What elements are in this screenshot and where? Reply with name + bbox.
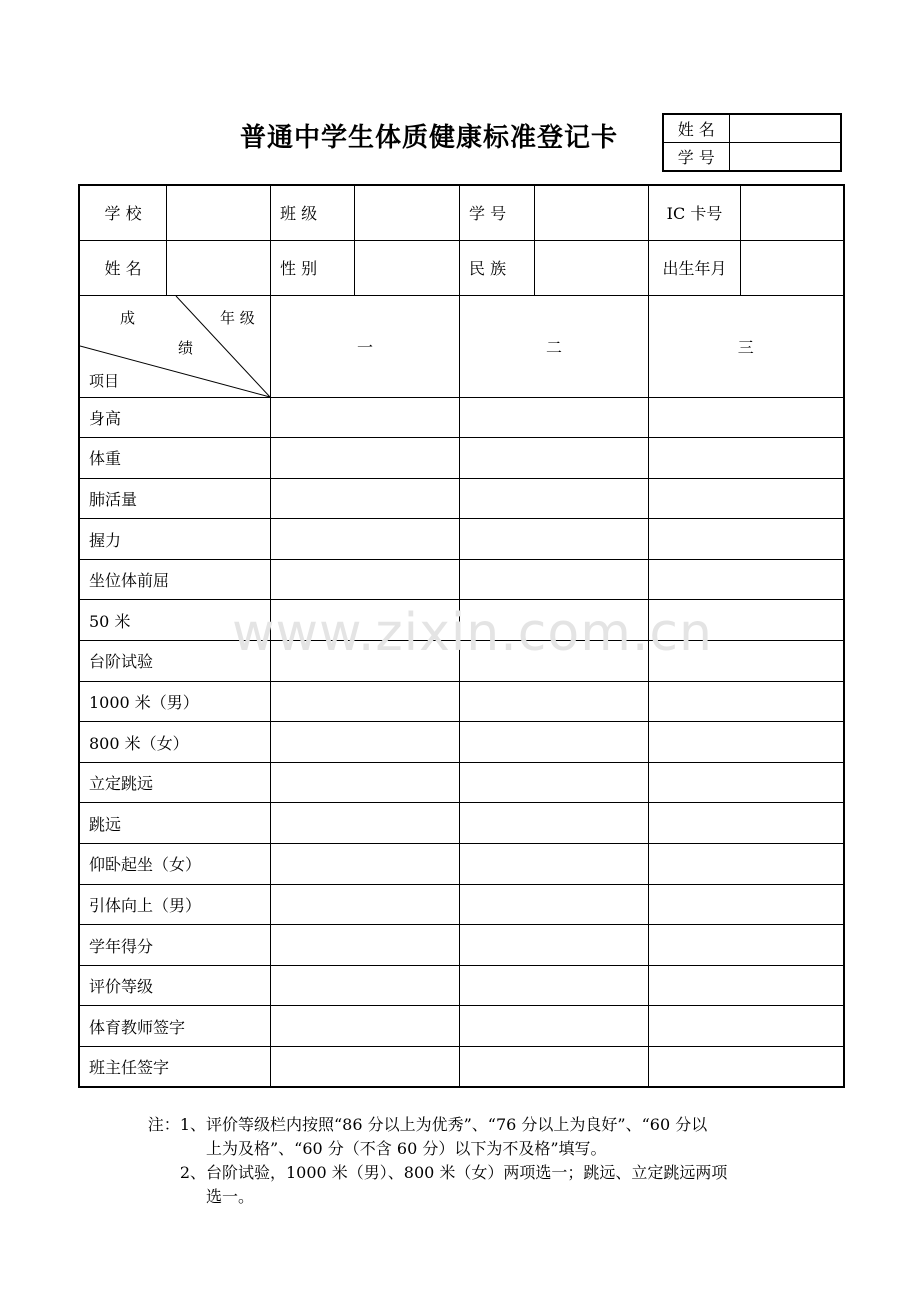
header-score-2: 绩 xyxy=(178,338,194,357)
ic-card-field[interactable] xyxy=(741,185,844,240)
page-title: 普通中学生体质健康标准登记卡 xyxy=(240,123,619,153)
grade-1-cell[interactable] xyxy=(271,681,460,722)
id-box-name-label: 姓 名 xyxy=(663,114,729,143)
grade-1-cell[interactable] xyxy=(271,925,460,966)
table-row xyxy=(79,762,844,803)
student-id-label: 学 号 xyxy=(460,185,535,240)
grade-1-cell[interactable] xyxy=(271,722,460,763)
grade-2-header: 二 xyxy=(460,295,649,397)
item-label: 立定跳远 xyxy=(79,762,271,803)
birth-field[interactable] xyxy=(741,240,844,295)
name-id-box xyxy=(662,113,842,172)
grade-3-cell[interactable] xyxy=(649,844,844,885)
name-label: 姓 名 xyxy=(79,240,167,295)
class-field[interactable] xyxy=(355,185,460,240)
item-label: 班主任签字 xyxy=(79,1047,271,1088)
grade-3-cell[interactable] xyxy=(649,884,844,925)
item-label: 1000 米（男） xyxy=(79,681,271,722)
table-row xyxy=(79,1006,844,1047)
table-row xyxy=(79,438,844,479)
gender-label: 性 别 xyxy=(271,240,355,295)
table-row xyxy=(79,844,844,885)
note-1-line-2: 上为及格”、“60 分（不含 60 分）以下为不及格”填写。 xyxy=(206,1139,607,1158)
grade-2-cell[interactable] xyxy=(460,965,649,1006)
table-row xyxy=(79,600,844,641)
note-1 xyxy=(138,1113,798,1161)
table-row xyxy=(79,722,844,763)
item-label: 坐位体前屈 xyxy=(79,559,271,600)
grade-3-cell[interactable] xyxy=(649,478,844,519)
grade-2-cell[interactable] xyxy=(460,600,649,641)
header-grade: 年 级 xyxy=(220,308,255,327)
grade-1-cell[interactable] xyxy=(271,600,460,641)
id-box-name-field[interactable] xyxy=(729,114,841,143)
table-row xyxy=(79,803,844,844)
grade-2-cell[interactable] xyxy=(460,559,649,600)
grade-3-cell[interactable] xyxy=(649,641,844,682)
grade-3-header: 三 xyxy=(649,295,844,397)
registration-table xyxy=(78,184,845,1088)
grade-2-cell[interactable] xyxy=(460,1047,649,1088)
table-row xyxy=(79,641,844,682)
grade-3-cell[interactable] xyxy=(649,1047,844,1088)
grade-1-cell[interactable] xyxy=(271,519,460,560)
grade-header-row xyxy=(79,295,844,397)
item-label: 握力 xyxy=(79,519,271,560)
student-id-field[interactable] xyxy=(535,185,649,240)
grade-1-cell[interactable] xyxy=(271,844,460,885)
grade-3-cell[interactable] xyxy=(649,722,844,763)
grade-2-cell[interactable] xyxy=(460,438,649,479)
grade-2-cell[interactable] xyxy=(460,925,649,966)
note-2-line-2: 选一。 xyxy=(206,1187,255,1206)
item-label: 50 米 xyxy=(79,600,271,641)
item-label: 体育教师签字 xyxy=(79,1006,271,1047)
item-label: 学年得分 xyxy=(79,925,271,966)
note-2-line-1: 台阶试验，1000 米（男）、800 米（女）两项选一；跳远、立定跳远两项 xyxy=(206,1163,728,1182)
grade-3-cell[interactable] xyxy=(649,681,844,722)
grade-2-cell[interactable] xyxy=(460,641,649,682)
item-label: 身高 xyxy=(79,397,271,438)
grade-3-cell[interactable] xyxy=(649,600,844,641)
id-box-id-label: 学 号 xyxy=(663,143,729,172)
grade-2-cell[interactable] xyxy=(460,519,649,560)
grade-1-cell[interactable] xyxy=(271,478,460,519)
grade-1-cell[interactable] xyxy=(271,884,460,925)
grade-2-cell[interactable] xyxy=(460,681,649,722)
grade-2-cell[interactable] xyxy=(460,762,649,803)
table-row xyxy=(79,1047,844,1088)
info-row-1 xyxy=(79,185,844,240)
item-label: 跳远 xyxy=(79,803,271,844)
grade-2-cell[interactable] xyxy=(460,803,649,844)
grade-1-cell[interactable] xyxy=(271,397,460,438)
item-label: 引体向上（男） xyxy=(79,884,271,925)
grade-3-cell[interactable] xyxy=(649,1006,844,1047)
item-label: 肺活量 xyxy=(79,478,271,519)
notes xyxy=(138,1113,798,1209)
item-label: 体重 xyxy=(79,438,271,479)
table-row xyxy=(79,925,844,966)
notes-prefix: 注： xyxy=(147,1115,180,1134)
item-label: 800 米（女） xyxy=(79,722,271,763)
note-1-number: 1、 xyxy=(179,1115,206,1134)
grade-3-cell[interactable] xyxy=(649,559,844,600)
grade-3-cell[interactable] xyxy=(649,519,844,560)
note-1-line-1: 评价等级栏内按照“86 分以上为优秀”、“76 分以上为良好”、“60 分以 xyxy=(206,1115,708,1134)
grade-1-cell[interactable] xyxy=(271,559,460,600)
note-2-number: 2、 xyxy=(179,1163,206,1182)
grade-1-cell[interactable] xyxy=(271,965,460,1006)
header-item: 项目 xyxy=(89,371,120,390)
grade-2-cell[interactable] xyxy=(460,1006,649,1047)
grade-1-cell[interactable] xyxy=(271,803,460,844)
grade-3-cell[interactable] xyxy=(649,397,844,438)
grade-2-cell[interactable] xyxy=(460,397,649,438)
header-score: 成 xyxy=(120,308,136,327)
ethnicity-label: 民 族 xyxy=(460,240,535,295)
grade-1-cell[interactable] xyxy=(271,1006,460,1047)
table-row xyxy=(79,478,844,519)
item-label: 台阶试验 xyxy=(79,641,271,682)
school-label: 学 校 xyxy=(79,185,167,240)
grade-1-header: 一 xyxy=(271,295,460,397)
grade-1-cell[interactable] xyxy=(271,641,460,682)
grade-2-cell[interactable] xyxy=(460,478,649,519)
grade-2-cell[interactable] xyxy=(460,884,649,925)
item-label: 仰卧起坐（女） xyxy=(79,844,271,885)
grade-2-cell[interactable] xyxy=(460,722,649,763)
grade-3-cell[interactable] xyxy=(649,965,844,1006)
grade-3-cell[interactable] xyxy=(649,762,844,803)
table-row xyxy=(79,965,844,1006)
ethnicity-field[interactable] xyxy=(535,240,649,295)
grade-1-cell[interactable] xyxy=(271,1047,460,1088)
ic-card-label: IC 卡号 xyxy=(649,185,741,240)
grade-3-cell[interactable] xyxy=(649,438,844,479)
table-row xyxy=(79,397,844,438)
grade-1-cell[interactable] xyxy=(271,762,460,803)
table-row xyxy=(79,519,844,560)
grade-1-cell[interactable] xyxy=(271,438,460,479)
id-box-id-field[interactable] xyxy=(729,143,841,172)
gender-field[interactable] xyxy=(355,240,460,295)
note-2 xyxy=(138,1161,798,1209)
grade-3-cell[interactable] xyxy=(649,803,844,844)
diagonal-header-cell xyxy=(79,295,271,397)
grade-3-cell[interactable] xyxy=(649,925,844,966)
school-field[interactable] xyxy=(167,185,271,240)
item-label: 评价等级 xyxy=(79,965,271,1006)
table-row xyxy=(79,884,844,925)
class-label: 班 级 xyxy=(271,185,355,240)
birth-label: 出生年月 xyxy=(649,240,741,295)
table-row xyxy=(79,681,844,722)
item-rows xyxy=(79,397,844,1087)
watermark: www.zixin.com.cn xyxy=(232,603,713,663)
info-row-2 xyxy=(79,240,844,295)
grade-2-cell[interactable] xyxy=(460,844,649,885)
name-field[interactable] xyxy=(167,240,271,295)
table-row xyxy=(79,559,844,600)
